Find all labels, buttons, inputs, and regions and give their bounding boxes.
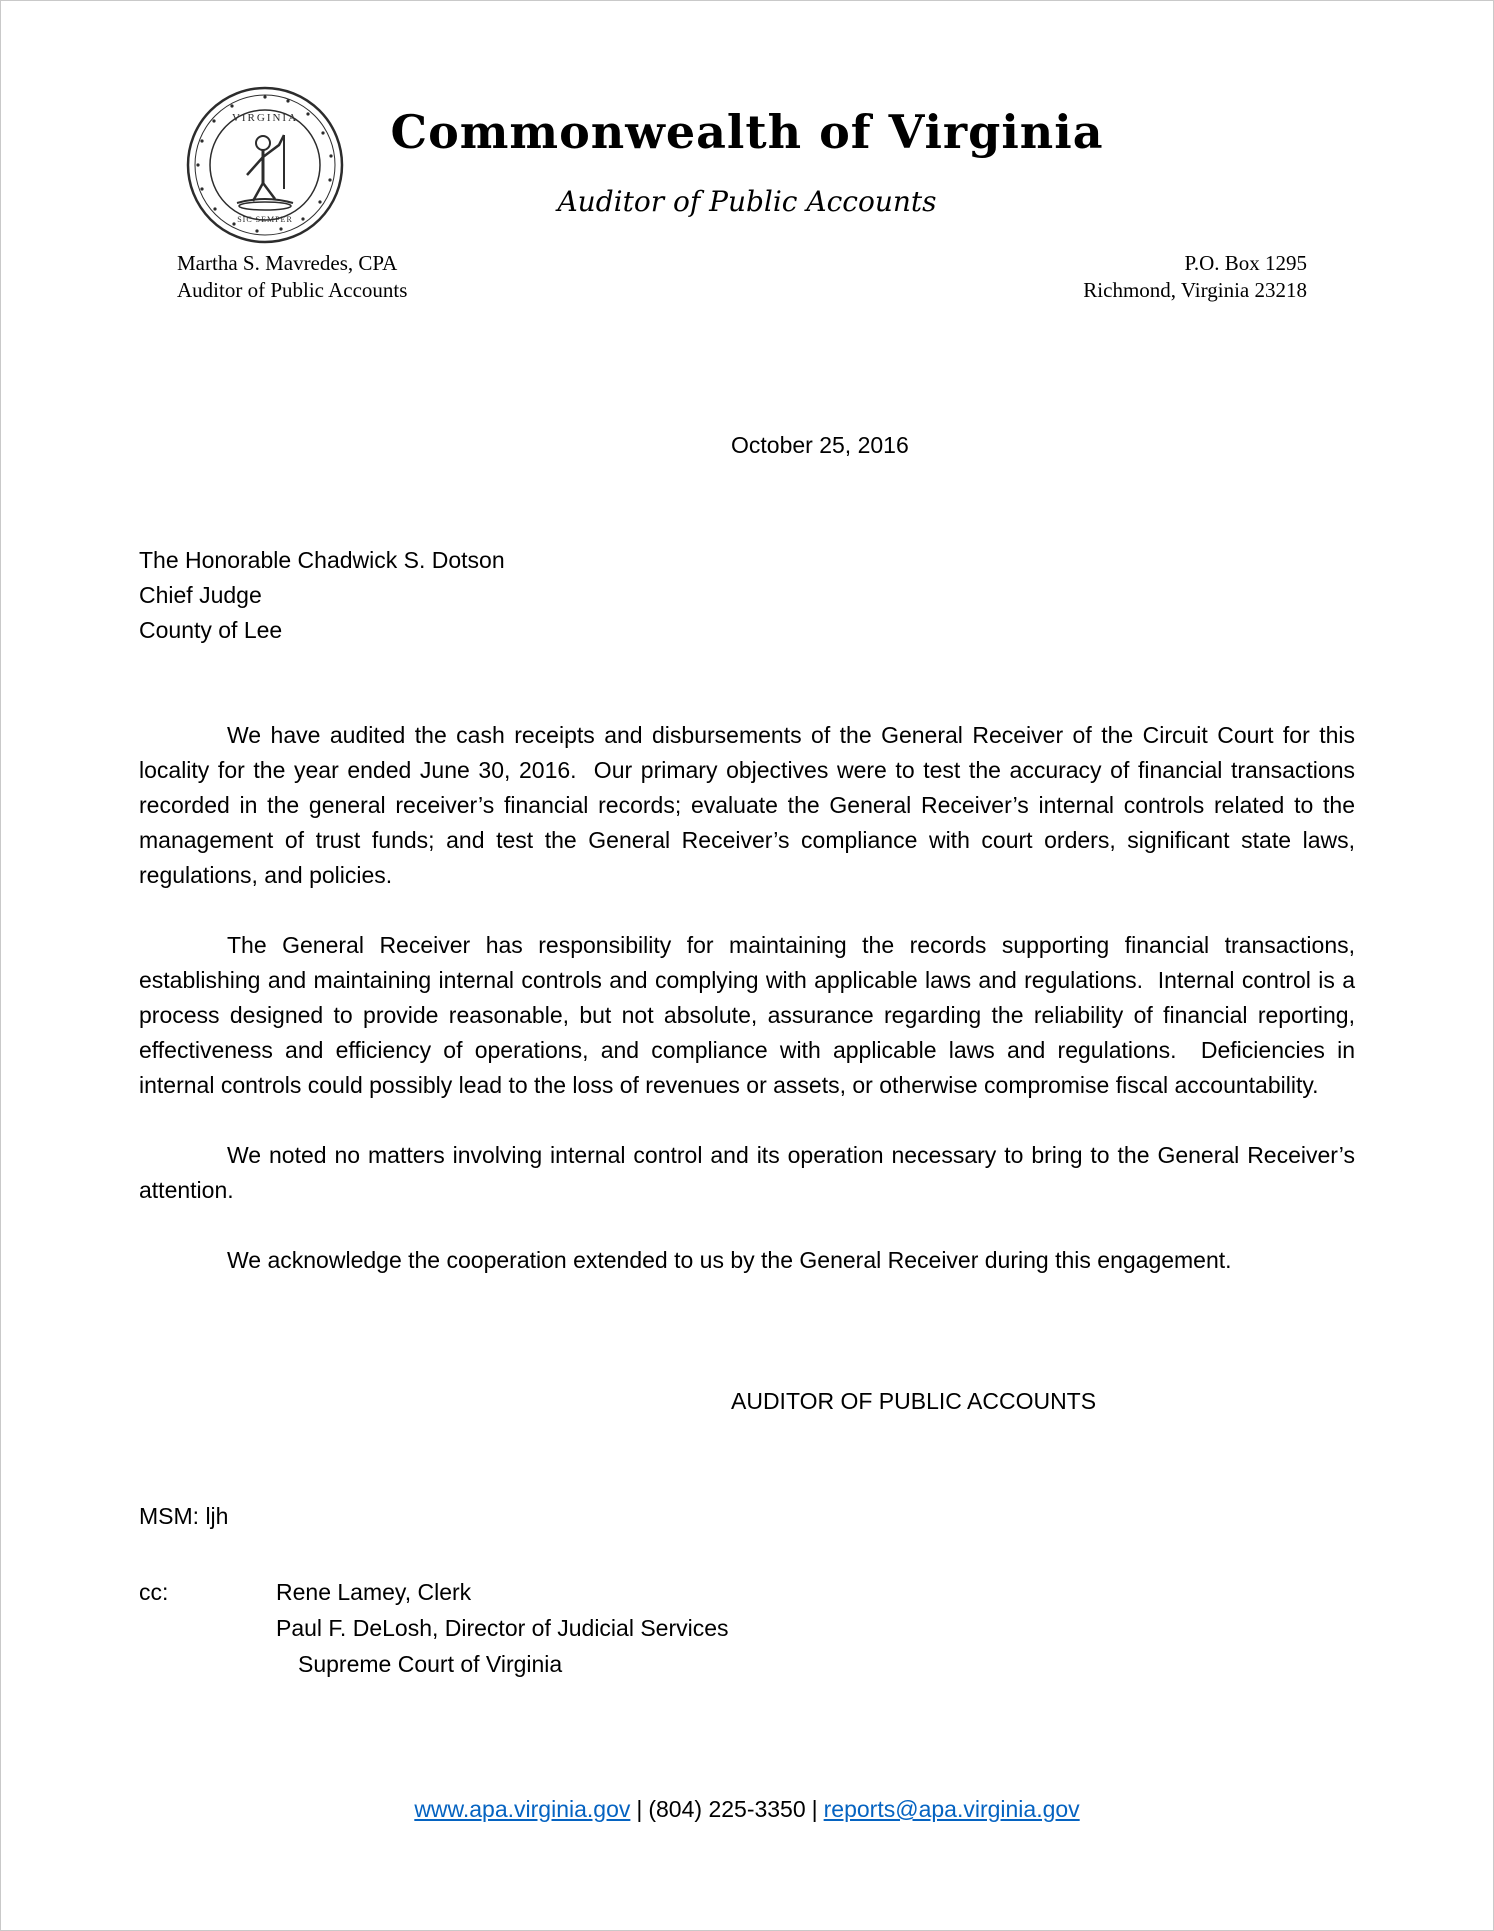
- cc-label: cc:: [139, 1579, 169, 1605]
- svg-text:VIRGINIA: VIRGINIA: [231, 112, 299, 124]
- recipient-title: Chief Judge: [139, 582, 262, 608]
- paragraph-audit-scope: We have audited the cash receipts and disbursements of the General Receiver of the Circuit Court for this locality for the year ended June 30, 2016. Our primary objectives were to test the accuracy of financial transactions recorded in the general receiver’s financial records; evaluate the General Receiver’s internal controls related to the management of trust funds; and test the General Receiver’s compliance with court orders, significant state laws, regulations, and policies.: [139, 722, 1362, 888]
- reference-initials: MSM: ljh: [139, 1503, 229, 1529]
- recipient-locality: County of Lee: [139, 617, 283, 643]
- cc-supreme-court: Supreme Court of Virginia: [298, 1651, 563, 1677]
- recipient-name: The Honorable Chadwick S. Dotson: [139, 547, 505, 573]
- contact-row: [139, 250, 1355, 304]
- cc-director: Paul F. DeLosh, Director of Judicial Services: [276, 1615, 729, 1641]
- po-box: P.O. Box 1295: [1184, 251, 1307, 275]
- cc-block: [139, 1574, 1355, 1682]
- website-link[interactable]: www.apa.virginia.gov: [414, 1796, 631, 1822]
- letter-body: [139, 718, 1362, 1278]
- virginia-state-seal-icon: [185, 85, 345, 245]
- cc-names: [276, 1574, 729, 1682]
- letter-date: October 25, 2016: [731, 432, 909, 458]
- email-link[interactable]: reports@apa.virginia.gov: [823, 1796, 1080, 1822]
- city-state-zip: Richmond, Virginia 23218: [1083, 278, 1307, 302]
- paragraph-findings: We noted no matters involving internal control and its operation necessary to bring to the General Receiver’s attention.: [139, 1142, 1362, 1203]
- footer-separator: |: [811, 1796, 818, 1822]
- paragraph-responsibility: The General Receiver has responsibility for maintaining the records supporting financial transactions, establishing and maintaining internal controls and complying with applicable laws and regulations. Internal control is a process designed to provide reasonable, but not absolute, assurance regarding the reliability of financial reporting, effectiveness and efficiency of operations, and compliance with applicable laws and regulations. Deficiencies in internal controls could possibly lead to the loss of revenues or assets, or otherwise compromise fiscal accountability.: [139, 932, 1362, 1098]
- svg-text:SIC SEMPER: SIC SEMPER: [237, 215, 293, 224]
- org-subtitle: Auditor of Public Accounts: [557, 185, 937, 218]
- phone-number: (804) 225-3350: [648, 1796, 806, 1822]
- auditor-title: Auditor of Public Accounts: [177, 278, 408, 302]
- auditor-contact-block: [177, 250, 407, 304]
- footer: [1, 1796, 1493, 1823]
- address-block: [1083, 250, 1307, 304]
- signature-block: AUDITOR OF PUBLIC ACCOUNTS: [731, 1388, 1097, 1414]
- cc-clerk: Rene Lamey, Clerk: [276, 1579, 472, 1605]
- letterhead: [139, 1, 1355, 304]
- paragraph-acknowledgement: We acknowledge the cooperation extended to us by the General Receiver during this engagement.: [227, 1247, 1232, 1273]
- footer-separator: |: [636, 1796, 643, 1822]
- org-name: Commonwealth of Virginia: [390, 105, 1104, 159]
- auditor-name: Martha S. Mavredes, CPA: [177, 251, 398, 275]
- recipient-block: [139, 543, 1355, 648]
